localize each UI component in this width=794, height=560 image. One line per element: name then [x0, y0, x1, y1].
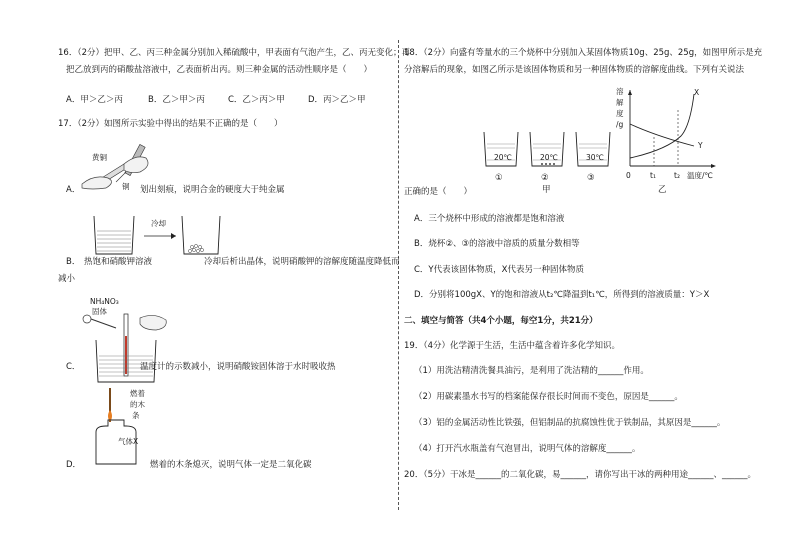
q18-option-d: D．分别将100gX、Y的饱和溶液从t₂℃降温到t₁℃，所得到的溶液质量：Y＞X	[414, 290, 710, 300]
q16-option-d: D．丙＞乙＞甲	[308, 95, 366, 105]
q17b-cool-label: 冷却	[151, 219, 166, 228]
q17d-letter: D．	[66, 460, 82, 470]
q17c-letter: C．	[66, 362, 81, 372]
curve-y-label: Y	[698, 141, 703, 150]
graph-ylabel-4: /g	[616, 120, 624, 129]
q18-tail: 正确的是（ ）	[404, 187, 473, 197]
q16-option-b: B．乙＞甲＞丙	[148, 95, 205, 105]
graph-xlabel: 温度/℃	[687, 171, 713, 180]
q18-option-a: A．三个烧杯中形成的溶液都是饱和溶液	[414, 214, 565, 224]
q17d-label-gas: 气体X	[118, 437, 139, 446]
beaker3-num: ③	[587, 173, 595, 183]
q17-stem: 17．（2分）如图所示实验中得出的结果不正确的是（ ）	[58, 119, 283, 129]
q17b-letter: B．	[66, 257, 81, 267]
beaker2-temp: 20℃	[540, 153, 558, 162]
q16-option-a: A．甲＞乙＞丙	[66, 95, 123, 105]
beaker2-num: ②	[541, 173, 549, 183]
q19-stem: 19．（4分）化学源于生活，生活中蕴含着许多化学知识。	[404, 341, 620, 351]
q16-line1: 16．（2分）把甲、乙、丙三种金属分别加入稀硫酸中，甲表面有气泡产生，乙、丙无变化；再	[58, 48, 410, 58]
graph-t1: t₁	[650, 171, 656, 180]
q19-item-3: （3）铝的金属活动性比铁强，但铝制品的抗腐蚀性优于铁制品，其原因是______。	[414, 418, 726, 428]
q20-stem: 20．（5分）干冰是______的二氧化碳，易______，请你写出干冰的两种用途______、______。	[404, 470, 756, 480]
graph-origin: 0	[626, 171, 631, 180]
q17d-text: 燃着的木条熄灭，说明气体一定是二氧化碳	[150, 460, 312, 470]
q17d-label-stick3: 条	[132, 411, 140, 420]
q18-line2: 分溶解后的现象，如图乙所示是该固体物质和另一种固体物质的溶解度曲线。下列有关说法	[404, 65, 745, 75]
q16-option-c: C．乙＞丙＞甲	[228, 95, 285, 105]
q18-line1: 18．（2分）向盛有等量水的三个烧杯中分别加入某固体物质10g、25g、25g，如图甲所示是充	[404, 48, 763, 58]
q18-option-b: B．烧杯②、③的溶液中溶质的质量分数相等	[414, 239, 580, 249]
solubility-graph	[626, 90, 718, 170]
graph-ylabel-2: 解	[616, 98, 624, 107]
beaker3-temp: 30℃	[586, 153, 604, 162]
q17c-label-chem: NH₄NO₃	[90, 297, 119, 306]
q17a-text: 划出刻痕，说明合金的硬度大于纯金属	[140, 185, 285, 195]
fig-jia-label: 甲	[542, 185, 551, 195]
q17b-text: 冷却后析出晶体，说明硝酸钾的溶解度随温度降低而	[204, 257, 400, 267]
q19-item-2: （2）用碳素墨水书写的档案能保存很长时间而不变色，原因是______。	[414, 392, 683, 402]
q16-line2: 把乙放到丙的硝酸盐溶液中，乙表面析出丙。则三种金属的活动性顺序是（ ）	[66, 65, 373, 75]
q17d-label-stick1: 燃着	[130, 389, 145, 398]
q17b-text2: 减小	[58, 274, 76, 284]
q17b-caption: 热饱和硝酸钾溶液	[84, 257, 153, 267]
q17c-label-solid: 固体	[92, 307, 107, 316]
q18-option-c: C．Y代表该固体物质，X代表另一种固体物质	[414, 265, 584, 275]
q19-item-4: （4）打开汽水瓶盖有气泡冒出，说明气体的溶解度______。	[414, 444, 641, 454]
section2-heading: 二、填空与简答（共4个小题，每空1分，共21分）	[404, 316, 598, 326]
q17c-text: 温度计的示数减小，说明硝酸铵固体溶于水时吸收热	[140, 362, 336, 372]
graph-ylabel-1: 溶	[616, 87, 624, 96]
q19-item-1: （1）用洗洁精清洗餐具油污，是利用了洗洁精的______作用。	[414, 366, 649, 376]
q17a-label-copper: 铜	[122, 182, 130, 191]
q17a-letter: A．	[66, 185, 81, 195]
beaker1-num: ①	[495, 173, 503, 183]
q17d-label-stick2: 的木	[130, 400, 145, 409]
fig-yi-label: 乙	[658, 185, 667, 195]
beaker1-temp: 20℃	[494, 153, 512, 162]
q17a-label-brass: 黄铜	[92, 153, 107, 162]
graph-t2: t₂	[674, 171, 680, 180]
graph-ylabel-3: 度	[616, 109, 624, 118]
curve-x-label: X	[694, 88, 700, 97]
column-divider	[398, 40, 399, 510]
